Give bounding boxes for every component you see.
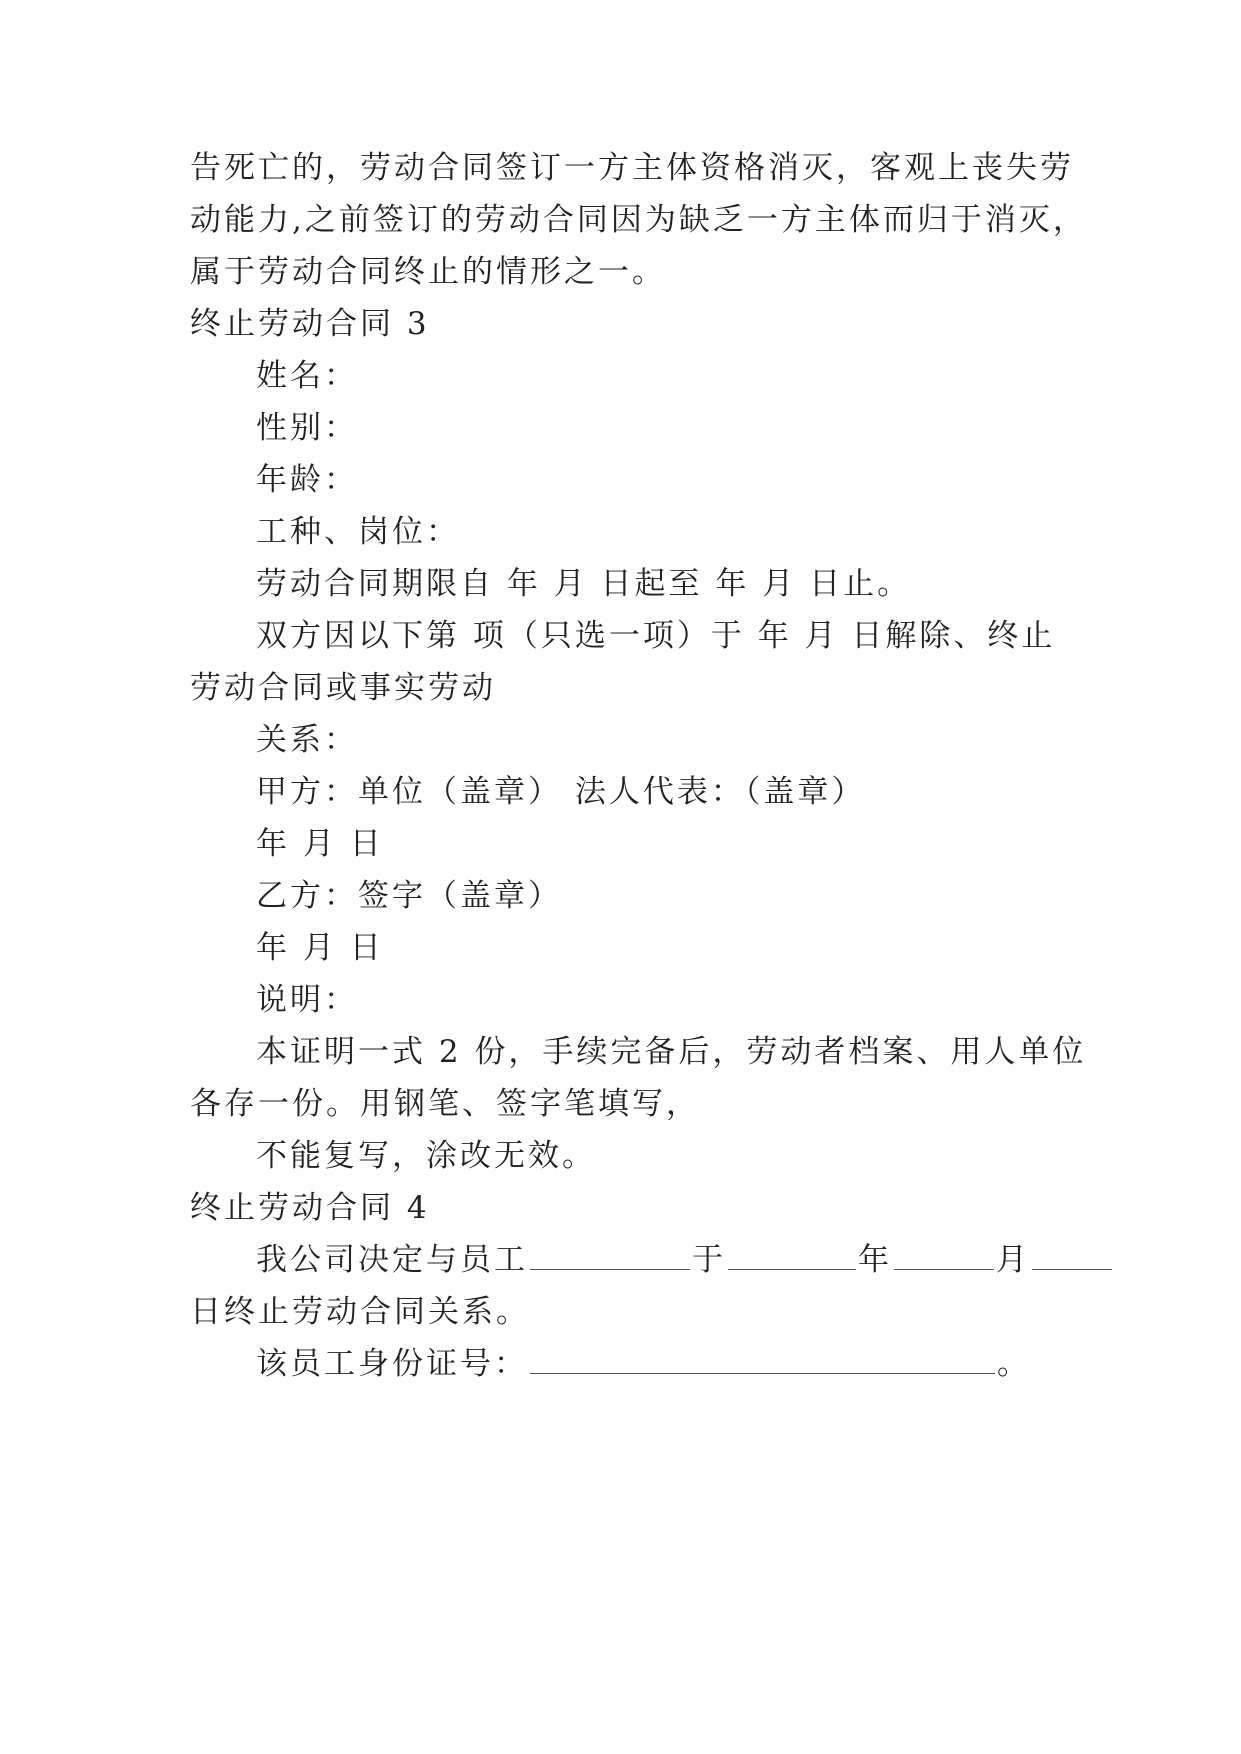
termination-reason-cont: 劳动合同或事实劳动 <box>190 670 496 706</box>
decision-line <box>256 1240 1114 1280</box>
party-a: 甲方：单位（盖章） 法人代表：（盖章） <box>256 774 866 810</box>
decision-text: 于 <box>692 1242 726 1278</box>
id-line <box>256 1344 1031 1384</box>
id-label: 该员工身份证号： <box>256 1346 528 1382</box>
decision-text: 我公司决定与员工 <box>256 1242 528 1278</box>
section-heading: 终止劳动合同 3 <box>190 306 430 342</box>
note-line: 不能复写，涂改无效。 <box>256 1138 596 1174</box>
date-b: 年 月 日 <box>256 930 384 966</box>
decision-end: 日终止劳动合同关系。 <box>190 1294 530 1330</box>
field-age: 年龄： <box>256 462 358 498</box>
id-end: 。 <box>997 1346 1031 1382</box>
field-gender: 性别： <box>256 410 358 446</box>
decision-text: 年 <box>858 1242 892 1278</box>
decision-text: 月 <box>996 1242 1030 1278</box>
section-heading: 终止劳动合同 4 <box>190 1190 430 1226</box>
day-blank <box>1032 1243 1112 1270</box>
paragraph-line: 动能力,之前签订的劳动合同因为缺乏一方主体而归于消灭， <box>190 202 1087 238</box>
paragraph-line: 属于劳动合同终止的情形之一。 <box>190 254 666 290</box>
month-blank <box>894 1243 994 1270</box>
note-label: 说明： <box>256 982 358 1018</box>
field-job: 工种、岗位： <box>256 514 460 550</box>
termination-reason: 双方因以下第 项（只选一项）于 年 月 日解除、终止 <box>256 618 1056 654</box>
field-name: 姓名： <box>256 358 358 394</box>
paragraph-line: 告死亡的，劳动合同签订一方主体资格消灭，客观上丧失劳 <box>190 150 1074 186</box>
party-b: 乙方：签字（盖章） <box>256 878 562 914</box>
relation-label: 关系： <box>256 722 358 758</box>
employee-blank <box>530 1243 690 1270</box>
date-a: 年 月 日 <box>256 826 384 862</box>
year-blank <box>728 1243 856 1270</box>
id-blank <box>530 1347 995 1374</box>
contract-term: 劳动合同期限自 年 月 日起至 年 月 日止。 <box>256 566 912 602</box>
note-line: 各存一份。用钢笔、签字笔填写， <box>190 1086 700 1122</box>
note-line: 本证明一式 2 份，手续完备后，劳动者档案、用人单位 <box>256 1034 1087 1070</box>
